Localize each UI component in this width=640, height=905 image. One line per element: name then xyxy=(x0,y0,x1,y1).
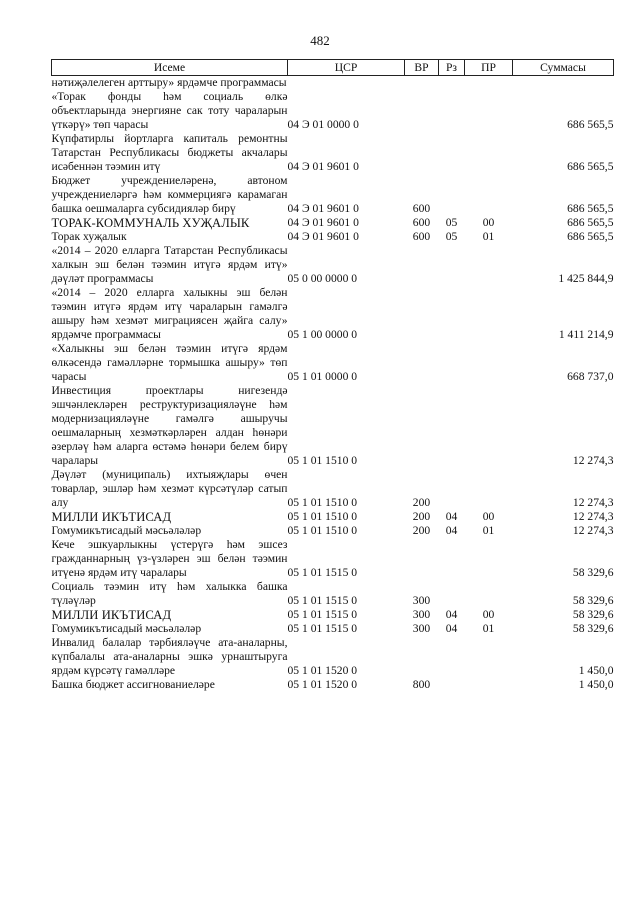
cell-rz: 05 xyxy=(445,230,458,243)
cell-sum: 12 274,3 xyxy=(572,454,614,467)
cell-csr: 04 Э 01 0000 0 xyxy=(287,118,359,131)
cell-csr: 05 1 01 1510 0 xyxy=(287,496,358,509)
cell-csr xyxy=(288,76,405,91)
cell-rz xyxy=(439,342,465,384)
cell-csr: 05 1 01 0000 0 xyxy=(287,370,358,383)
cell-csr: 05 1 01 1515 0 xyxy=(287,622,358,635)
table-row xyxy=(52,76,614,91)
cell-name: «Халыкны эш белән тәэмин итүгә ярдәм өлкәсендә гамәлләрне тормышка ашыру» төп чарасы xyxy=(51,342,288,383)
cell-csr: 05 1 01 1515 0 xyxy=(287,608,358,621)
cell-vr xyxy=(405,244,439,286)
cell-csr: 04 Э 01 9601 0 xyxy=(287,202,359,215)
cell-sum: 1 425 844,9 xyxy=(558,272,614,285)
cell-csr: 05 1 01 1515 0 xyxy=(287,566,358,579)
cell-name: МИЛЛИ ИКЪТИСАД xyxy=(51,510,172,524)
table-row xyxy=(52,636,614,678)
cell-vr: 300 xyxy=(412,594,431,607)
cell-name: Гомумикътисадый мәсьәләләр xyxy=(51,524,202,537)
cell-sum: 12 274,3 xyxy=(572,524,614,537)
cell-pr xyxy=(465,90,513,132)
cell-vr: 600 xyxy=(412,202,431,215)
cell-rz xyxy=(439,384,465,468)
header-pr: ПР xyxy=(465,60,513,76)
cell-rz xyxy=(439,538,465,580)
cell-csr: 05 1 00 0000 0 xyxy=(287,328,358,341)
table-header xyxy=(52,60,614,76)
cell-rz xyxy=(439,580,465,608)
cell-rz xyxy=(439,76,465,91)
header-name: Исеме xyxy=(52,60,288,76)
cell-name: Кече эшкуарлыкны үстерүгә һәм эшсез гражданнарның үз-үзләрен эш белән тәэмин итүенә ярдәм итү чаралары xyxy=(51,538,288,579)
cell-vr xyxy=(405,132,439,174)
cell-rz: 04 xyxy=(445,524,458,537)
cell-sum: 686 565,5 xyxy=(567,216,614,229)
table-row xyxy=(52,510,614,524)
cell-sum: 686 565,5 xyxy=(567,230,614,243)
cell-rz: 04 xyxy=(445,608,458,621)
header-csr: ЦСР xyxy=(288,60,405,76)
cell-pr xyxy=(465,286,513,342)
cell-name: Гомумикътисадый мәсьәләләр xyxy=(51,622,202,635)
cell-sum: 686 565,5 xyxy=(567,202,614,215)
cell-pr: 00 xyxy=(482,216,495,229)
table-row xyxy=(52,524,614,538)
cell-name: Социаль тәэмин итү һәм халыкка башка түләүләр xyxy=(51,580,288,607)
cell-name: «2014 – 2020 елларга Татарстан Республикасы халкын эш белән тәэмин итүгә ярдәм итү» дәүләт программасы xyxy=(51,244,288,285)
cell-name: Инвалид балалар тәрбияләүче ата-аналарны, күпбалалы ата-аналарны эшкә урнаштыруга ярдәм күрсәтү гамәлләре xyxy=(51,636,288,677)
cell-vr: 200 xyxy=(412,510,431,523)
cell-pr: 00 xyxy=(482,608,495,621)
table-row xyxy=(52,580,614,608)
cell-pr: 01 xyxy=(482,524,495,537)
cell-rz xyxy=(439,468,465,510)
cell-pr xyxy=(465,538,513,580)
cell-name: ТОРАК-КОММУНАЛЬ ХУҖАЛЫК xyxy=(51,216,250,230)
cell-vr: 600 xyxy=(412,230,431,243)
cell-pr xyxy=(465,76,513,91)
cell-sum: 58 329,6 xyxy=(572,608,614,621)
cell-csr: 04 Э 01 9601 0 xyxy=(287,230,359,243)
cell-vr: 600 xyxy=(412,216,431,229)
cell-sum: 58 329,6 xyxy=(572,566,614,579)
table-row xyxy=(52,286,614,342)
cell-rz xyxy=(439,132,465,174)
cell-vr xyxy=(405,76,439,91)
cell-sum: 1 450,0 xyxy=(578,678,614,691)
cell-vr xyxy=(405,538,439,580)
cell-name: Торак хуҗалык xyxy=(51,230,127,243)
cell-vr: 300 xyxy=(412,622,431,635)
cell-name: МИЛЛИ ИКЪТИСАД xyxy=(51,608,172,622)
cell-name: Башка бюджет ассигнованиеләре xyxy=(51,678,215,691)
cell-sum: 1 450,0 xyxy=(578,664,614,677)
cell-pr xyxy=(465,580,513,608)
budget-table xyxy=(51,59,614,692)
cell-sum: 686 565,5 xyxy=(567,160,614,173)
cell-pr xyxy=(465,636,513,678)
cell-vr xyxy=(405,636,439,678)
table-row xyxy=(52,90,614,132)
header-vr: ВР xyxy=(405,60,439,76)
cell-sum: 668 737,0 xyxy=(567,370,614,383)
cell-pr xyxy=(465,468,513,510)
cell-name: «2014 – 2020 елларга халыкны эш белән тәэмин итүгә ярдәм итү чараларын гамәлгә ашыру һәм хезмәт миграциясен җайга салу» ярдәмче программасы xyxy=(51,286,288,341)
cell-pr xyxy=(465,244,513,286)
cell-vr: 200 xyxy=(412,524,431,537)
cell-rz: 04 xyxy=(445,510,458,523)
table-row xyxy=(52,244,614,286)
page-number: 482 xyxy=(310,33,330,48)
cell-sum: 686 565,5 xyxy=(567,118,614,131)
table-row xyxy=(52,174,614,216)
cell-sum: 12 274,3 xyxy=(572,496,614,509)
cell-pr xyxy=(465,174,513,216)
cell-csr: 05 1 01 1510 0 xyxy=(287,454,358,467)
cell-csr: 05 1 01 1520 0 xyxy=(287,664,358,677)
cell-vr xyxy=(405,286,439,342)
cell-pr: 00 xyxy=(482,510,495,523)
cell-csr: 05 1 01 1510 0 xyxy=(287,524,358,537)
cell-csr: 04 Э 01 9601 0 xyxy=(287,160,359,173)
cell-sum: 1 411 214,9 xyxy=(558,328,614,341)
cell-sum: 58 329,6 xyxy=(572,594,614,607)
cell-pr: 01 xyxy=(482,230,495,243)
table-row xyxy=(52,678,614,692)
cell-csr: 05 1 01 1510 0 xyxy=(287,510,358,523)
cell-vr: 800 xyxy=(412,678,431,691)
cell-rz xyxy=(439,174,465,216)
table-row xyxy=(52,538,614,580)
cell-sum: 12 274,3 xyxy=(572,510,614,523)
cell-sum: 58 329,6 xyxy=(572,622,614,635)
cell-rz xyxy=(439,286,465,342)
cell-csr: 05 0 00 0000 0 xyxy=(287,272,358,285)
cell-rz xyxy=(439,90,465,132)
cell-pr xyxy=(465,678,513,692)
table-row xyxy=(52,230,614,244)
table-row xyxy=(52,216,614,230)
table-row xyxy=(52,622,614,636)
cell-name: Бюджет учреждениеләренә, автоном учреждениеләргә һәм коммерциягә карамаган башка оешмаларга субсидияләр бирү xyxy=(51,174,288,215)
table-body xyxy=(52,76,614,693)
cell-vr: 300 xyxy=(412,608,431,621)
cell-name: Күпфатирлы йортларга капиталь ремонтны Татарстан Республикасы бюджеты акчалары исәбеннән тәэмин итү xyxy=(51,132,288,173)
cell-rz xyxy=(439,678,465,692)
cell-rz xyxy=(439,244,465,286)
table-row xyxy=(52,384,614,468)
cell-csr: 04 Э 01 9601 0 xyxy=(287,216,359,229)
header-rz: Рз xyxy=(439,60,465,76)
cell-name: нәтиҗәлелеген арттыру» ярдәмче программасы xyxy=(51,76,287,89)
header-sum: Суммасы xyxy=(513,60,614,76)
table-row xyxy=(52,468,614,510)
cell-pr xyxy=(465,132,513,174)
cell-vr xyxy=(405,342,439,384)
cell-name: Дәүләт (муниципаль) ихтыяҗлары өчен товарлар, эшләр һәм хезмәт күрсәтүләр сатып алу xyxy=(51,468,288,509)
cell-pr xyxy=(465,342,513,384)
cell-vr xyxy=(405,384,439,468)
cell-rz xyxy=(439,636,465,678)
cell-name: «Торак фонды һәм социаль өлкә объектларында энергияне сак тоту чараларын үткәрү» төп чарасы xyxy=(51,90,288,131)
cell-vr: 200 xyxy=(412,496,431,509)
cell-pr xyxy=(465,384,513,468)
cell-csr: 05 1 01 1515 0 xyxy=(287,594,358,607)
cell-csr: 05 1 01 1520 0 xyxy=(287,678,358,691)
cell-rz: 05 xyxy=(445,216,458,229)
table-row xyxy=(52,608,614,622)
cell-name: Инвестиция проектлары нигезендә эшчәнлекләрен реструктуризацияләүне һәм модернизацияләүне гамәлгә ашыручы оешмаларның хезмәткәрләрен алдан һөнәри әзерләү һәм аларга өстәмә һөнәри белем бирү чаралары xyxy=(51,384,288,467)
table-row xyxy=(52,132,614,174)
cell-rz: 04 xyxy=(445,622,458,635)
cell-sum xyxy=(513,76,614,91)
cell-pr: 01 xyxy=(482,622,495,635)
cell-vr xyxy=(405,90,439,132)
table-row xyxy=(52,342,614,384)
